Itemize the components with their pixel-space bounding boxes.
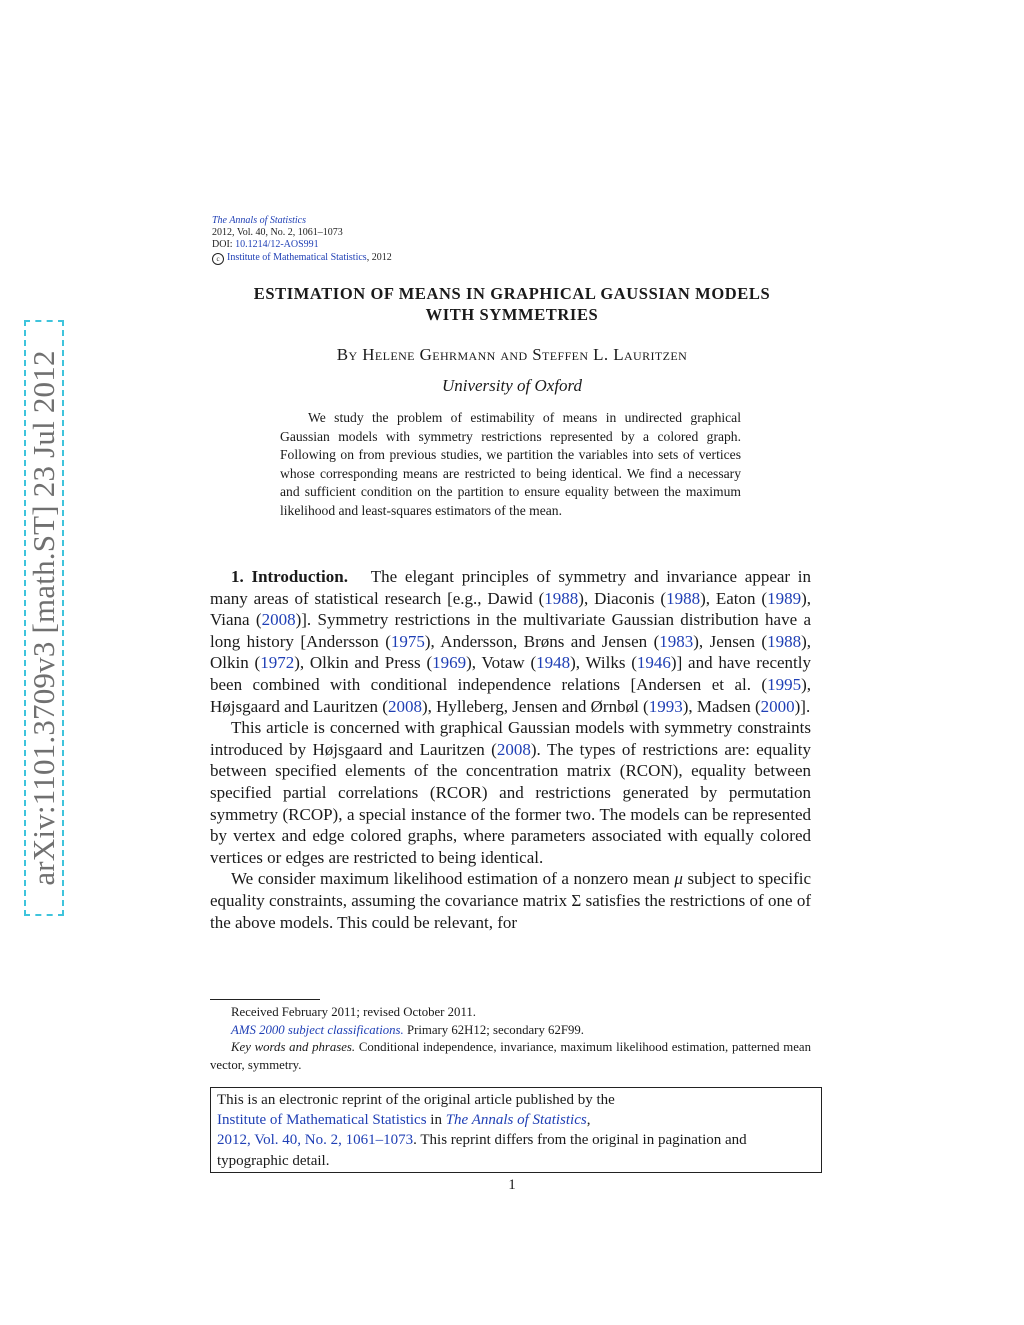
copyright-line: c Institute of Mathematical Statistics, 2012 [212,252,392,265]
paragraph-3: We consider maximum likelihood estimation of a nonzero mean μ subject to specific equality constraints, assuming the covariance matrix Σ satisfies the restrictions of one of the above models. This could be relevant, for [210,869,811,932]
journal-name-link[interactable]: The Annals of Statistics [212,215,306,226]
arxiv-stamp[interactable] [24,320,64,916]
citation-link[interactable]: 1988 [544,588,579,608]
authors: By Helene Gehrmann and Steffen L. Lauritzen [336,345,688,364]
paragraph-1: 1. Introduction. The elegant principles of symmetry and invariance appear in many areas of statistical research [e.g., Dawid (1988), Diaconis (1988), Eaton (1989), Viana (2008)]. Symmetry restrictions in the multivariate Gaussian distribution have a long history [Andersson (1975), Andersson, Brøns and Jensen (1983), Jensen (1988), Olkin (1972), Olkin and Press (1969), Votaw (1948), Wilks (1946)] and have recently been combined with conditional independence relations [Andersen et al. (1995), Højsgaard and Lauritzen (2008), Hylleberg, Jensen and Ørnbøl (1993), Madsen (2000)]. [210,567,812,716]
journal-header [212,215,392,265]
arxiv-stamp-text: arXiv:1101.3709v3 [math.ST] 23 Jul 2012 [26,350,61,886]
copyright-icon: c [212,253,224,265]
footnote-rule [210,999,320,1000]
doi-line: DOI: 10.1214/12-AOS991 [212,239,319,251]
ims-reprint-link[interactable]: Institute of Mathematical Statistics [217,1112,427,1129]
ims-link[interactable]: Institute of Mathematical Statistics [227,251,367,263]
page-number: 1 [508,1177,516,1193]
citation-link[interactable]: 1988 [666,588,701,608]
citation-link[interactable]: 1969 [432,653,467,673]
body-text [210,566,811,933]
journal-reprint-link[interactable]: The Annals of Statistics [445,1112,587,1129]
paragraph-2: This article is concerned with graphical Gaussian models with symmetry constraints introduced by Højsgaard and Lauritzen (2008). The types of restrictions are: equality between specified elements of the concentration matrix (RCON), equality between specified partial correlations (RCOR) and restrictions generated by permutation symmetry (RCOP), a special instance of the former two. The models can be represented by vertex and edge colored graphs, where parameters associated with equally colored vertices or edges are restricted to being identical. [210,718,811,867]
citation-link[interactable]: 1946 [636,653,671,673]
citation-link[interactable]: 2008 [496,739,531,759]
ams-note: AMS 2000 subject classifications. Primary 62H12; secondary 62F99. [231,1022,584,1037]
sigma-symbol: Σ [571,890,582,910]
footnotes [210,1004,811,1074]
mu-symbol: μ [674,869,683,889]
volume-reprint-link[interactable]: 2012, Vol. 40, No. 2, 1061–1073 [217,1132,414,1149]
paper-title: ESTIMATION OF MEANS IN GRAPHICAL GAUSSIAN MODELS WITH SYMMETRIES [253,284,771,324]
citation-link[interactable]: 2008 [261,610,296,630]
section-heading: 1. Introduction. [231,567,348,586]
citation-link[interactable]: 1988 [767,631,802,651]
citation-link[interactable]: 2000 [760,696,795,716]
citation-link[interactable]: 1989 [767,588,802,608]
citation-link[interactable]: 1993 [648,696,683,716]
journal-volume-line: 2012, Vol. 40, No. 2, 1061–1073 [212,227,343,239]
keywords-note: Key words and phrases. Conditional independence, invariance, maximum likelihood estimation, patterned mean vector, symmetry. [210,1040,811,1072]
ams-classification-link[interactable]: AMS 2000 subject classifications. [231,1022,404,1037]
abstract: We study the problem of estimability of means in undirected graphical Gaussian models with symmetry restrictions represented by a colored graph. Following on from previous studies, we partition the variables into sets of vertices whose corresponding means are restricted to being identical. We find a necessary and sufficient condition on the partition to ensure equality between the maximum likelihood and least-squares estimators of the mean. [280,410,741,518]
citation-link[interactable]: 1975 [390,631,425,651]
affiliation: University of Oxford [441,376,583,395]
citation-link[interactable]: 1983 [659,631,694,651]
citation-link[interactable]: 1948 [536,653,571,673]
reprint-notice: This is an electronic reprint of the original article published by the Institute of Mathematical Statistics in The Annals of Statistics, 2012, Vol. 40, No. 2, 1061–1073. This reprint differs from the original in pagination and typographic detail. [210,1087,822,1173]
citation-link[interactable]: 1995 [767,674,802,694]
doi-link[interactable]: 10.1214/12-AOS991 [235,239,319,251]
citation-link[interactable]: 1972 [260,653,295,673]
citation-link[interactable]: 2008 [387,696,422,716]
received-note: Received February 2011; revised October 2011. [231,1005,476,1019]
